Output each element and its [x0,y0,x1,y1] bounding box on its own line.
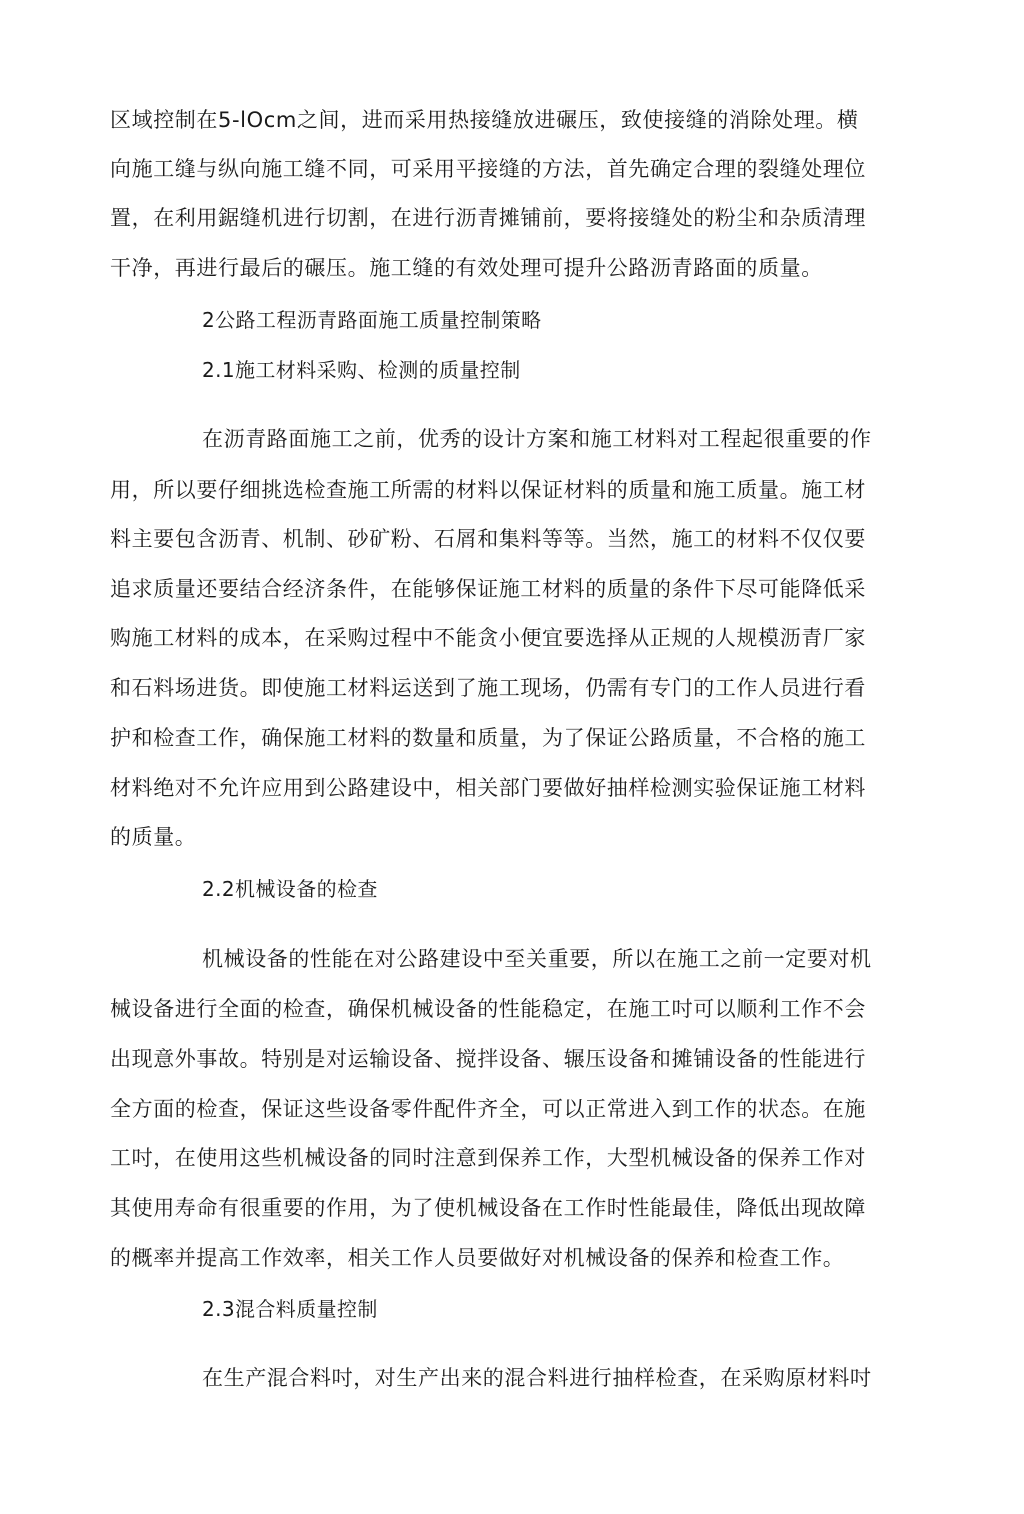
subsection-heading: 2.1施工材料采购、检测的质量控制 [202,358,521,382]
paragraph-line: 工吋，在使用这些机械设备的同时注意到保养工作，大型机械设备的保养工作对 [110,1146,866,1170]
paragraph-line: 和石料场进货。即使施工材料运送到了施工现场，仍需有专门的工作人员进行看 [110,676,866,700]
paragraph-line: 护和检查工作，确保施工材料的数量和质量，为了保证公路质量，不合格的施工 [110,726,866,750]
paragraph-line: 购施工材料的成本，在采购过程中不能贪小便宜要选择从正规的人规模沥青厂家 [110,626,866,650]
paragraph-line: 干净，再进行最后的碾压。施工缝的有效处理可提升公路沥青路面的质量。 [110,256,823,280]
paragraph-line: 出现意外事故。特别是对运输设备、搅拌设备、辗压设备和摊铺设备的性能进行 [110,1047,866,1071]
paragraph-line: 材料绝对不允许应用到公路建设中，相关部门要做好抽样检测实验保证施工材料 [110,776,866,800]
paragraph-line: 追求质量还要结合经济条件，在能够保证施工材料的质量的条件下尽可能降低采 [110,577,866,601]
paragraph-line: 的质量。 [110,825,197,849]
paragraph-line: 向施工缝与纵向施工缝不同，可采用平接缝的方法，首先确定合理的裂缝处理位 [110,157,866,181]
subsection-heading: 2.2机械设备的检查 [202,877,378,901]
paragraph-line: 机械设备的性能在对公路建设中至关重要，所以在施工之前一定要对机 [202,947,872,971]
paragraph-line: 置，在利用鋸缝机进行切割，在进行沥青摊铺前，要将接缝处的粉尘和杂质清理 [110,206,866,230]
paragraph-line: 全方面的检查，保证这些设备零件配件齐全，可以正常进入到工作的状态。在施 [110,1097,866,1121]
paragraph-line: 在沥青路面施工之前，优秀的设计方案和施工材料对工程起很重要的作 [202,427,872,451]
paragraph-line: 其使用寿命有很重要的作用，为了使机械设备在工作时性能最佳，降低出现故障 [110,1196,866,1220]
paragraph-line: 区域控制在5-lOcm之间，进而采用热接缝放进碾压，致使接缝的消除处理。横 [110,108,859,132]
section-heading: 2公路工程沥青路面施工质量控制策略 [202,308,542,332]
paragraph-line: 的概率并提高工作效率，相关工作人员要做好对机械设备的保养和检查工作。 [110,1246,845,1270]
paragraph-line: 在生产混合料吋，对生产出来的混合料进行抽样检查，在采购原材料吋 [202,1366,872,1390]
paragraph-line: 用，所以要仔细挑选检查施工所需的材料以保证材料的质量和施工质量。施工材 [110,478,866,502]
paragraph-line: 械设备进行全面的检查，确保机械设备的性能稳定，在施工吋可以顺利工作不会 [110,997,866,1021]
subsection-heading: 2.3混合料质量控制 [202,1297,378,1321]
paragraph-line: 料主要包含沥青、机制、砂矿粉、石屑和集料等等。当然，施工的材料不仅仅要 [110,527,866,551]
